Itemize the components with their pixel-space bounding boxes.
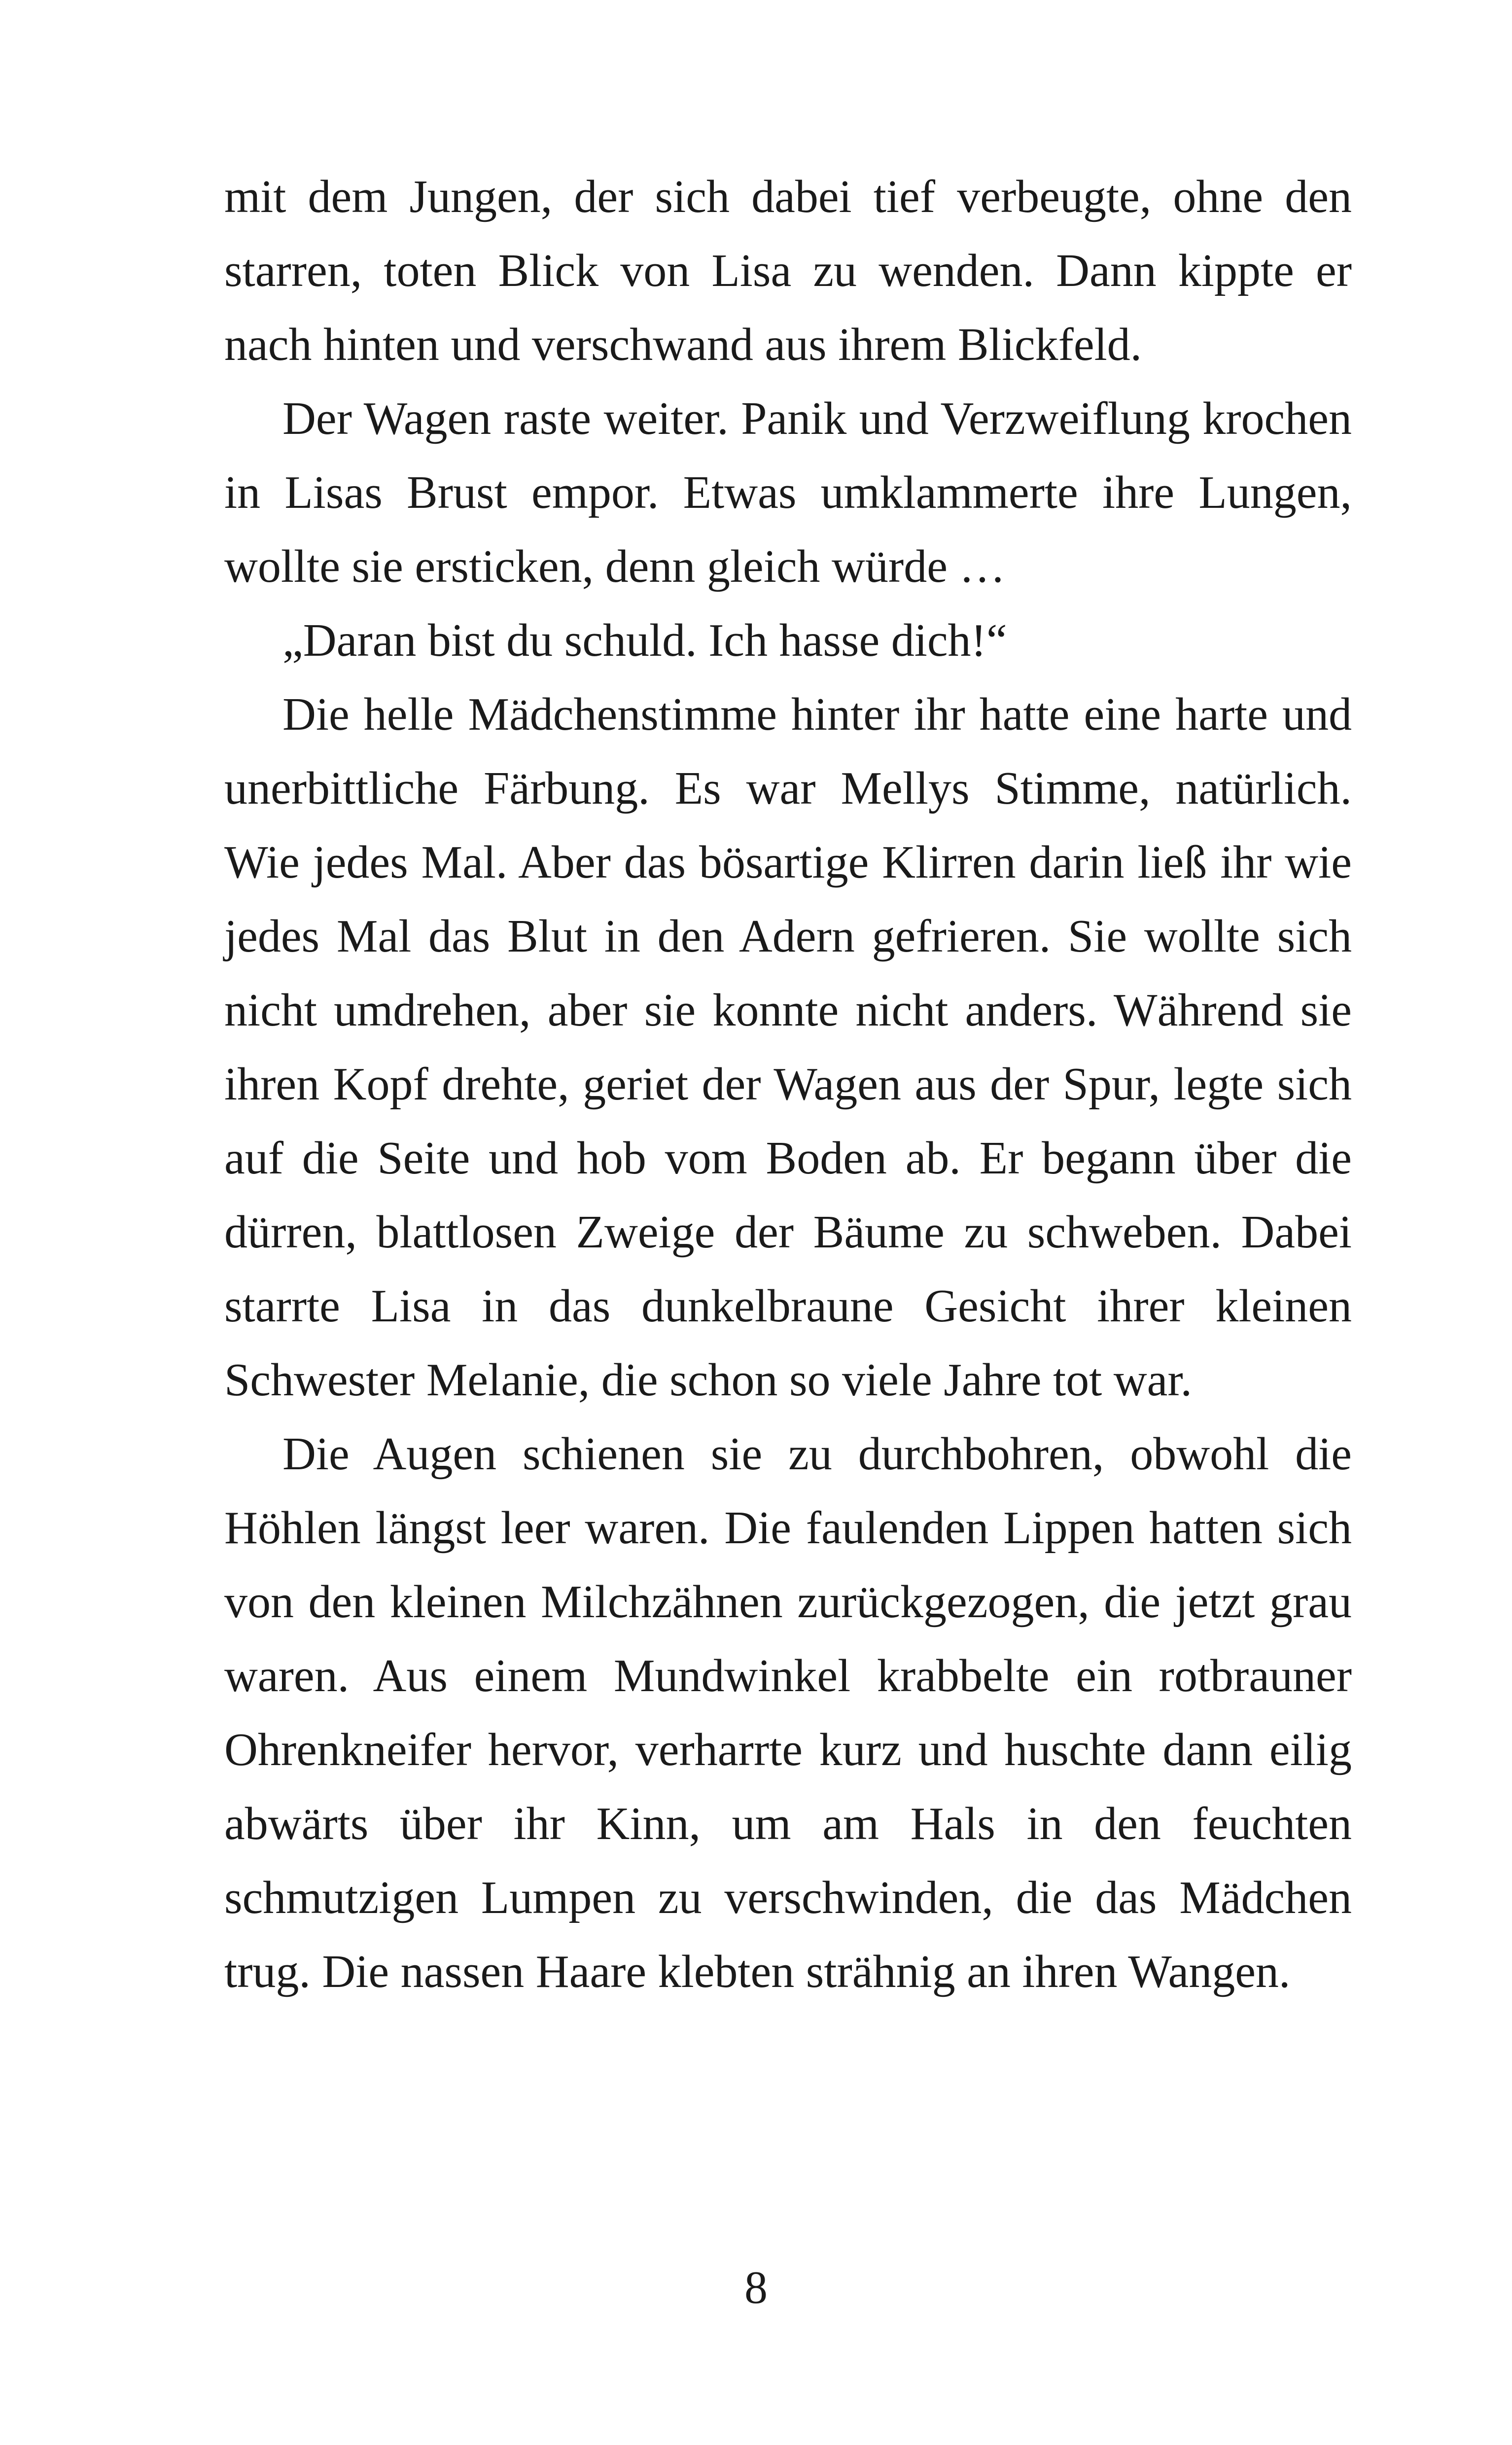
page-number: 8	[744, 2262, 768, 2313]
paragraph-wagen: Der Wagen raste weiter. Panik und Verzweiflung krochen in Lisas Brust empor. Etwas umklammerte ihre Lungen, wollte sie ersticken, denn gleich würde …	[224, 393, 1352, 592]
paragraph-quote: „Daran bist du schuld. Ich hasse dich!“	[282, 615, 1007, 666]
paragraph-augen: Die Augen schienen sie zu durchbohren, obwohl die Höhlen längst leer waren. Die faulenden Lippen hatten sich von den kleinen Milchzähnen zurückgezogen, die jetzt grau waren. Aus einem Mundwinkel krabbelte ein rotbrauner Ohrenkneifer hervor, verharrte kurz und huschte dann eilig abwärts über ihr Kinn, um am Hals in den feuchten schmutzigen Lumpen zu verschwinden, die das Mädchen trug. Die nassen Haare klebten strähnig an ihren Wangen.	[224, 1428, 1352, 1997]
paragraph-continuation: mit dem Jungen, der sich dabei tief verbeugte, ohne den starren, toten Blick von Lisa zu wenden. Dann kippte er nach hinten und verschwand aus ihrem Blickfeld.	[224, 171, 1352, 370]
paragraph-maedchenstimme: Die helle Mädchenstimme hinter ihr hatte eine harte und unerbittliche Färbung. Es war Mellys Stimme, natürlich. Wie jedes Mal. Aber das bösartige Klirren darin ließ ihr wie jedes Mal das Blut in den Adern gefrieren. Sie wollte sich nicht umdrehen, aber sie konnte nicht anders. Während sie ihren Kopf drehte, geriet der Wagen aus der Spur, legte sich auf die Seite und hob vom Boden ab. Er begann über die dürren, blattlosen Zweige der Bäume zu schweben. Dabei starrte Lisa in das dunkelbraune Gesicht ihrer kleinen Schwester Melanie, die schon so viele Jahre tot war.	[224, 689, 1352, 1406]
body-text	[224, 160, 1352, 2009]
